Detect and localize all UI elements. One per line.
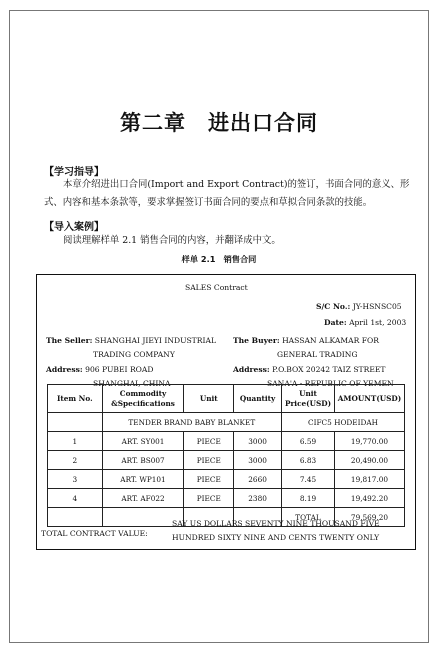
brand-name: TENDER BRAND BABY BLANKET <box>102 413 281 432</box>
date-label: Date: <box>324 318 347 327</box>
seller-address-label: Address: <box>46 365 83 374</box>
buyer-label: The Buyer: <box>233 336 280 345</box>
header-unit-price <box>282 385 335 413</box>
book-page <box>9 10 429 643</box>
item-unit: PIECE <box>184 432 234 451</box>
header-amount: AMOUNT(USD) <box>334 385 404 413</box>
item-art: ART. SY001 <box>102 432 184 451</box>
header-commodity-line-2: &Specifications <box>111 398 175 408</box>
buyer-address <box>233 365 385 374</box>
sc-number <box>316 302 402 311</box>
buyer-address-label: Address: <box>233 365 270 374</box>
contract-date <box>324 318 406 327</box>
sales-contract-form <box>36 274 416 550</box>
item-quantity: 3000 <box>234 451 282 470</box>
buyer-name <box>233 336 379 345</box>
item-quantity: 3000 <box>234 432 282 451</box>
contract-value-line-1: SAY US DOLLARS SEVENTY NINE THOUSAND FIVE <box>172 519 380 528</box>
header-price-line-1: Unit <box>299 388 317 398</box>
total-value: 79,569.20 <box>334 508 404 527</box>
item-no: 4 <box>48 489 103 508</box>
buyer-address-1: P.O.BOX 20242 TAIZ STREET <box>272 365 386 374</box>
item-unit: PIECE <box>184 451 234 470</box>
chapter-title <box>10 107 428 137</box>
chapter-number: 第二章 <box>120 111 186 135</box>
total-blank-1 <box>48 508 103 527</box>
item-amount: 19,817.00 <box>334 470 404 489</box>
brand-row <box>48 413 405 432</box>
table-header-row <box>48 385 405 413</box>
item-price: 8.19 <box>282 489 335 508</box>
item-art: ART. WP101 <box>102 470 184 489</box>
guide-paragraph: 本章介绍进出口合同(Import and Export Contract)的签订，书面合同的意义、形式、内容和基本条款等，要求掌握签订书面合同的要点和草拟合同条款的技能。 <box>44 179 410 208</box>
contract-title: SALES Contract <box>185 283 248 292</box>
seller-line-1: SHANGHAI JIEYI INDUSTRIAL <box>94 336 216 345</box>
sc-label: S/C No.: <box>316 302 351 311</box>
item-amount: 19,770.00 <box>334 432 404 451</box>
header-quantity: Quantity <box>234 385 282 413</box>
item-art: ART. BS007 <box>102 451 184 470</box>
table-row <box>48 432 405 451</box>
header-item-no: Item No. <box>48 385 103 413</box>
header-price-line-2: Price(USD) <box>284 398 332 408</box>
table-row <box>48 489 405 508</box>
case-heading: 【导入案例】 <box>44 222 104 233</box>
item-amount: 20,490.00 <box>334 451 404 470</box>
table-row <box>48 470 405 489</box>
buyer-address-2: SANA'A - REPUBLIC OF YEMEN <box>267 379 394 388</box>
item-unit: PIECE <box>184 489 234 508</box>
header-unit: Unit <box>184 385 234 413</box>
item-price: 7.45 <box>282 470 335 489</box>
contract-value-label: TOTAL CONTRACT VALUE: <box>41 529 148 538</box>
price-terms: CIFC5 HODEIDAH <box>282 413 405 432</box>
header-commodity-line-1: Commodity <box>119 388 167 398</box>
date-value: April 1st, 2003 <box>349 318 407 327</box>
item-no: 2 <box>48 451 103 470</box>
seller-address <box>46 365 153 374</box>
seller-address-2: SHANGHAI, CHINA <box>93 379 171 388</box>
buyer-line-2: GENERAL TRADING <box>277 350 358 359</box>
total-label: TOTAL <box>282 508 335 527</box>
sc-value: JY-HSNSC05 <box>352 302 402 311</box>
item-no: 3 <box>48 470 103 489</box>
seller-address-1: 906 PUBEI ROAD <box>85 365 154 374</box>
table-row <box>48 451 405 470</box>
header-commodity <box>102 385 184 413</box>
chapter-name: 进出口合同 <box>208 111 318 135</box>
item-quantity: 2380 <box>234 489 282 508</box>
item-no: 1 <box>48 432 103 451</box>
item-unit: PIECE <box>184 470 234 489</box>
item-art: ART. AF022 <box>102 489 184 508</box>
item-price: 6.83 <box>282 451 335 470</box>
buyer-line-1: HASSAN ALKAMAR FOR <box>282 336 379 345</box>
brand-row-blank <box>48 413 103 432</box>
case-paragraph: 阅读理解样单 2.1 销售合同的内容，并翻译成中文。 <box>63 235 281 246</box>
guide-heading: 【学习指导】 <box>44 167 104 178</box>
seller-line-2: TRADING COMPANY <box>93 350 175 359</box>
item-price: 6.59 <box>282 432 335 451</box>
item-amount: 19,492.20 <box>334 489 404 508</box>
goods-table <box>47 384 405 527</box>
contract-value-line-2: HUNDRED SIXTY NINE AND CENTS TWENTY ONLY <box>172 533 380 542</box>
seller-name <box>46 336 216 345</box>
seller-label: The Seller: <box>46 336 93 345</box>
sample-caption: 样单 2.1 销售合同 <box>181 254 257 264</box>
item-quantity: 2660 <box>234 470 282 489</box>
